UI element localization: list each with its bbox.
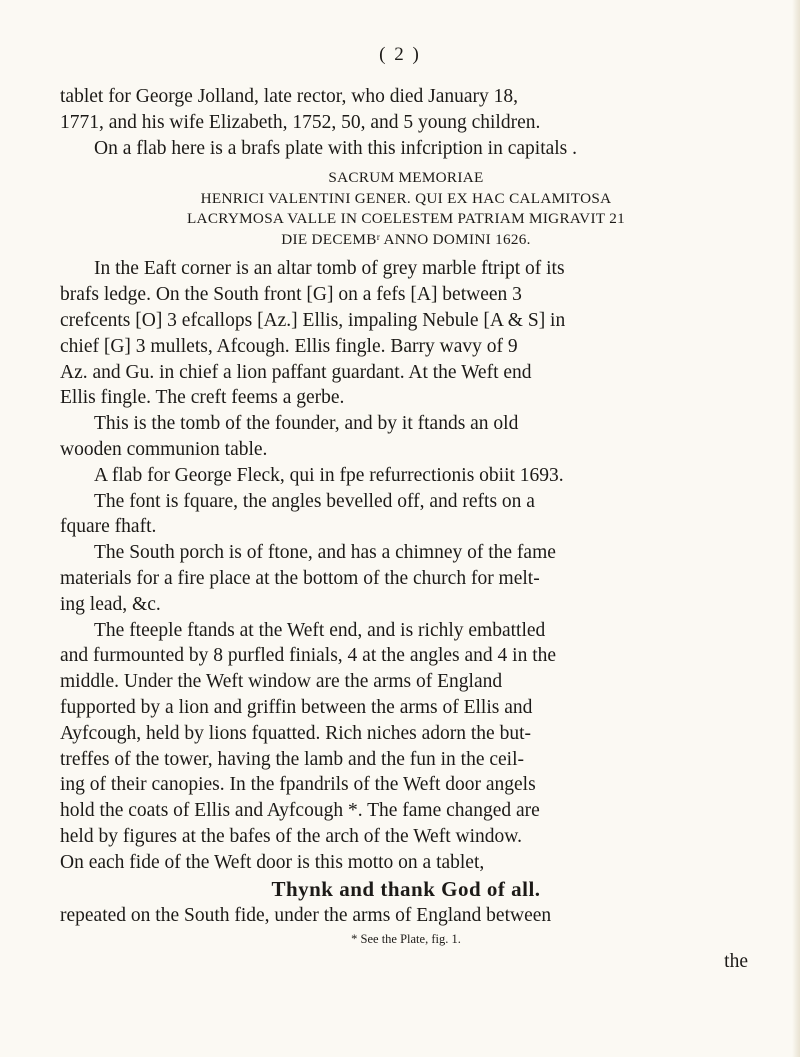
brass-plate-inscription [60, 168, 752, 250]
inscription-line: DIE DECEMBʳ ANNO DOMINI 1626. [281, 230, 531, 248]
text-line: A flab for George Fleck, qui in fpe refurrectionis obiit 1693. [94, 464, 564, 486]
footnote: * See the Plate, fig. 1. [351, 932, 461, 947]
text-line: and furmounted by 8 purfled finials, 4 at the angles and 4 in the [60, 645, 557, 667]
text-line: treffes of the tower, having the lamb and the fun in the ceil- [60, 748, 524, 770]
body-text [60, 84, 752, 974]
text-line: In the Eaft corner is an altar tomb of grey marble ftript of its [94, 258, 565, 280]
page-edge-shadow [792, 0, 800, 1057]
text-line: fquare fhaft. [60, 516, 157, 538]
text-line: held by figures at the bafes of the arch of the Weft window. [60, 825, 522, 847]
text-line: fupported by a lion and griffin between the arms of Ellis and [60, 696, 533, 718]
text-line: ing lead, &c. [60, 593, 161, 615]
text-line: materials for a fire place at the bottom of the church for melt- [60, 567, 540, 589]
catchword: the [724, 951, 748, 973]
motto-blackletter: Thynk and thank God of all. [271, 876, 541, 901]
text-line: repeated on the South fide, under the arms of England between [60, 904, 552, 926]
text-line: crefcents [O] 3 efcallops [Az.] Ellis, impaling Nebule [A & S] in [60, 309, 566, 331]
text-line: Ayfcough, held by lions fquatted. Rich niches adorn the but- [60, 722, 531, 744]
text-line: On each fide of the Weft door is this motto on a tablet, [60, 851, 485, 873]
inscription-line: HENRICI VALENTINI GENER. QUI EX HAC CALAMITOSA [200, 189, 612, 207]
page-number: ( 2 ) [379, 44, 421, 65]
inscription-line: SACRUM MEMORIAE [328, 169, 484, 187]
text-line: The South porch is of ftone, and has a chimney of the fame [94, 542, 556, 564]
text-line: wooden communion table. [60, 438, 268, 460]
inscription-line: LACRYMOSA VALLE IN COELESTEM PATRIAM MIGRAVIT 21 [186, 210, 625, 228]
text-line: On a flab here is a brafs plate with this infcription in capitals . [94, 137, 578, 159]
text-line: brafs ledge. On the South front [G] on a fefs [A] between 3 [60, 284, 522, 306]
text-line: The fteeple ftands at the Weft end, and is richly embattled [94, 619, 546, 641]
text-line: The font is fquare, the angles bevelled off, and refts on a [94, 490, 535, 512]
text-line: Ellis fingle. The creft feems a gerbe. [60, 387, 345, 409]
text-line: chief [G] 3 mullets, Afcough. Ellis fingle. Barry wavy of 9 [60, 335, 518, 357]
text-line: tablet for George Jolland, late rector, who died January 18, [60, 86, 519, 107]
text-line: hold the coats of Ellis and Ayfcough *. The fame changed are [60, 800, 540, 822]
text-line: 1771, and his wife Elizabeth, 1752, 50, and 5 young children. [60, 111, 541, 133]
text-line: This is the tomb of the founder, and by it ftands an old [94, 413, 519, 435]
text-line: middle. Under the Weft window are the arms of England [60, 671, 503, 693]
text-line: ing of their canopies. In the fpandrils of the Weft door angels [60, 774, 536, 796]
text-line: Az. and Gu. in chief a lion paffant guardant. At the Weft end [60, 361, 532, 383]
